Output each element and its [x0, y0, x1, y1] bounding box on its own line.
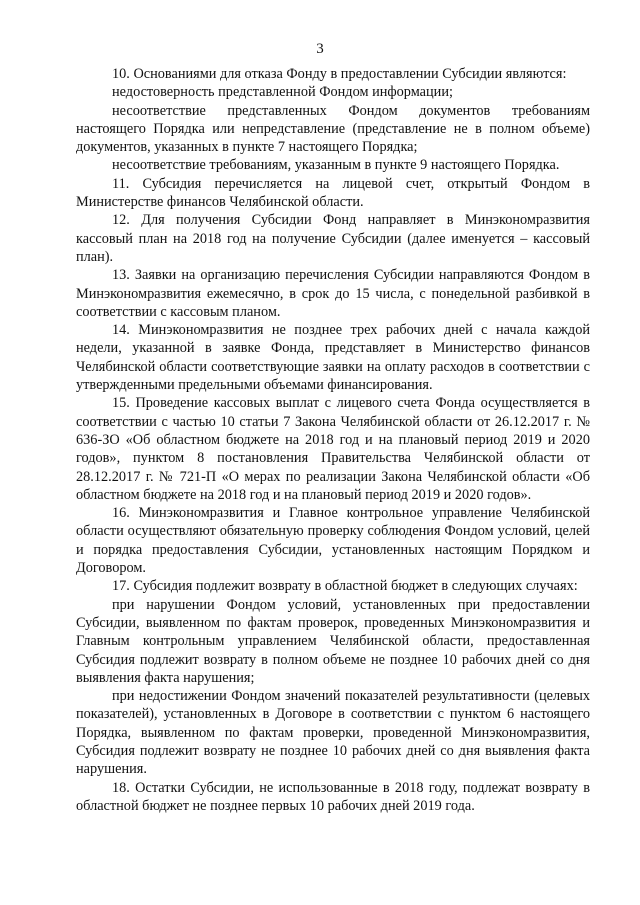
- paragraph-15: 15. Проведение кассовых выплат с лицевого счета Фонда осуществляется в соответствии с частью 10 статьи 7 Закона Челябинской области от 26.12.2017 г. № 636-ЗО «Об областном бюджете на 2018 год и на плановый период 2019 и 2020 годов», пунктом 8 постановления Правительства Челябинской области от 28.12.2017 г. № 721-П «О мерах по реализации Закона Челябинской области «Об областном бюджете на 2018 год и на плановый период 2019 и 2020 годов».: [76, 395, 590, 503]
- paragraph-16: 16. Минэкономразвития и Главное контрольное управление Челябинской области осуществляют обязательную проверку соблюдения Фондом условий, целей и порядка предоставления Субсидии, установленных настоящим Порядком и Договором.: [76, 505, 590, 577]
- paragraph-18: 18. Остатки Субсидии, не использованные в 2018 году, подлежат возврату в областной бюджет не позднее первых 10 рабочих дней 2019 года.: [76, 779, 590, 814]
- paragraph-10-item-3: несоответствие требованиям, указанным в пункте 9 настоящего Порядка.: [112, 157, 560, 174]
- paragraph-17-item-1: при нарушении Фондом условий, установленных при предоставлении Субсидии, выявленном по фактам проверок, проведенных Минэкономразвития и Главным контрольным управлением Челябинской области, предоставленная Субсидия подлежит возврату в полном объеме не позднее 10 рабочих дней со дня выявления факта нарушения;: [76, 596, 590, 686]
- paragraph-17: 17. Субсидия подлежит возврату в областной бюджет в следующих случаях:: [112, 578, 578, 595]
- document-body: [76, 65, 590, 815]
- paragraph-10: 10. Основаниями для отказа Фонду в предоставлении Субсидии являются:: [112, 66, 567, 82]
- paragraph-17-item-2: при недостижении Фондом значений показателей результативности (целевых показателей), установленных в Договоре в соответствии с пунктом 6 настоящего Порядка, выявленном по фактам проверки, проведенной Минэкономразвития, Субсидия подлежит возврату не позднее 10 рабочих дней со дня выявления факта нарушения.: [76, 688, 590, 778]
- paragraph-11: 11. Субсидия перечисляется на лицевой счет, открытый Фондом в Министерстве финансов Челябинской области.: [76, 175, 590, 211]
- paragraph-14: 14. Минэкономразвития не позднее трех рабочих дней с начала каждой недели, указанной в заявке Фонда, представляет в Министерство финансов Челябинской области соответствующие заявки на оплату расходов в соответствии с утвержденными предельными объемами финансирования.: [76, 322, 590, 394]
- paragraph-10-item-2: несоответствие представленных Фондом документов требованиям настоящего Порядка или непредставление (представление не в полном объеме) документов, указанных в пункте 7 настоящего Порядка;: [76, 102, 590, 156]
- paragraph-12: 12. Для получения Субсидии Фонд направляет в Минэкономразвития кассовый план на 2018 год на получение Субсидии (далее именуется – кассовый план).: [76, 212, 590, 265]
- paragraph-10-item-1: недостоверность представленной Фондом информации;: [112, 84, 453, 101]
- paragraph-13: 13. Заявки на организацию перечисления Субсидии направляются Фондом в Минэкономразвития ежемесячно, в срок до 15 числа, с понедельной разбивкой в соответствии с кассовым планом.: [76, 267, 590, 320]
- page-number: 3: [316, 41, 324, 57]
